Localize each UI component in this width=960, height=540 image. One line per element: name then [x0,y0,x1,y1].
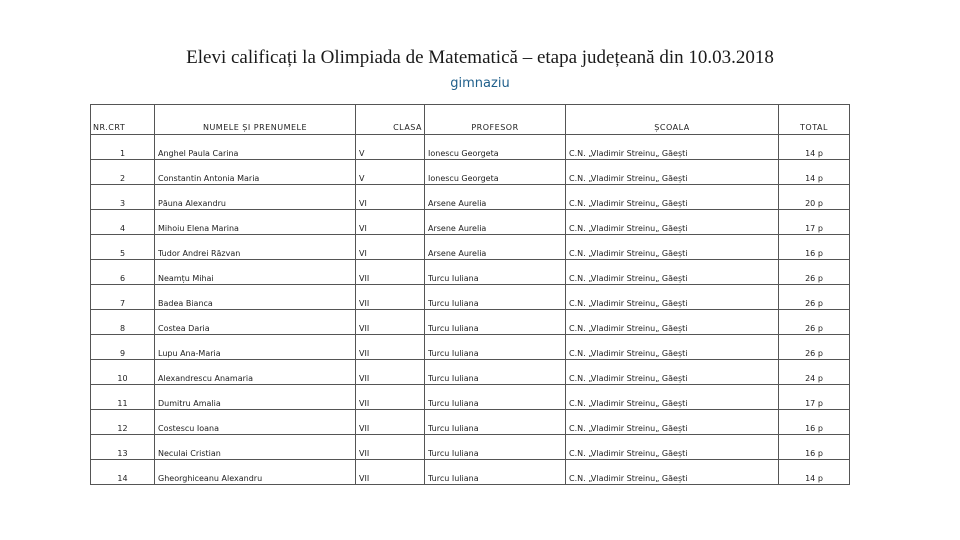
cell-total: 24 p [779,360,850,385]
cell-school: C.N. „Vladimir Streinu„ Găești [566,435,779,460]
cell-nr: 7 [91,285,155,310]
cell-class: VII [356,285,425,310]
cell-class: VI [356,185,425,210]
cell-class: VII [356,460,425,485]
cell-teacher: Turcu Iuliana [425,460,566,485]
cell-total: 26 p [779,335,850,360]
cell-total: 17 p [779,385,850,410]
header-school: ȘCOALA [566,105,779,135]
cell-school: C.N. „Vladimir Streinu„ Găești [566,210,779,235]
cell-school: C.N. „Vladimir Streinu„ Găești [566,160,779,185]
cell-total: 16 p [779,435,850,460]
cell-name: Costea Daria [155,310,356,335]
cell-class: VII [356,310,425,335]
header-class: CLASA [356,105,425,135]
cell-nr: 9 [91,335,155,360]
cell-school: C.N. „Vladimir Streinu„ Găești [566,285,779,310]
cell-nr: 2 [91,160,155,185]
table-row [91,135,850,160]
cell-nr: 11 [91,385,155,410]
cell-name: Costescu Ioana [155,410,356,435]
cell-name: Mihoiu Elena Marina [155,210,356,235]
cell-total: 14 p [779,160,850,185]
cell-nr: 13 [91,435,155,460]
table-row [91,410,850,435]
cell-total: 17 p [779,210,850,235]
cell-class: VII [356,335,425,360]
cell-nr: 1 [91,135,155,160]
table-row [91,310,850,335]
cell-name: Badea Bianca [155,285,356,310]
cell-school: C.N. „Vladimir Streinu„ Găești [566,335,779,360]
cell-total: 14 p [779,460,850,485]
table-row [91,385,850,410]
cell-class: V [356,135,425,160]
cell-name: Anghel Paula Carina [155,135,356,160]
cell-total: 20 p [779,185,850,210]
cell-class: V [356,160,425,185]
cell-nr: 8 [91,310,155,335]
cell-school: C.N. „Vladimir Streinu„ Găești [566,360,779,385]
cell-teacher: Turcu Iuliana [425,335,566,360]
cell-name: Alexandrescu Anamaria [155,360,356,385]
header-total: TOTAL [779,105,850,135]
table-row [91,260,850,285]
cell-teacher: Turcu Iuliana [425,410,566,435]
cell-school: C.N. „Vladimir Streinu„ Găești [566,410,779,435]
cell-teacher: Arsene Aurelia [425,185,566,210]
cell-nr: 12 [91,410,155,435]
cell-teacher: Turcu Iuliana [425,435,566,460]
table-row [91,435,850,460]
cell-school: C.N. „Vladimir Streinu„ Găești [566,185,779,210]
cell-school: C.N. „Vladimir Streinu„ Găești [566,235,779,260]
table-row [91,185,850,210]
cell-name: Gheorghiceanu Alexandru [155,460,356,485]
table-row [91,360,850,385]
cell-name: Constantin Antonia Maria [155,160,356,185]
table-row [91,335,850,360]
table-header-row [91,105,850,135]
cell-nr: 14 [91,460,155,485]
cell-total: 26 p [779,285,850,310]
table-row [91,160,850,185]
cell-teacher: Arsene Aurelia [425,235,566,260]
cell-school: C.N. „Vladimir Streinu„ Găești [566,460,779,485]
header-name: NUMELE ȘI PRENUMELE [155,105,356,135]
table-row [91,460,850,485]
cell-class: VII [356,360,425,385]
cell-teacher: Ionescu Georgeta [425,160,566,185]
cell-total: 26 p [779,310,850,335]
cell-nr: 6 [91,260,155,285]
cell-class: VI [356,210,425,235]
cell-teacher: Turcu Iuliana [425,385,566,410]
cell-school: C.N. „Vladimir Streinu„ Găești [566,135,779,160]
table-row [91,285,850,310]
cell-teacher: Turcu Iuliana [425,310,566,335]
table-row [91,235,850,260]
header-teacher: PROFESOR [425,105,566,135]
cell-total: 14 p [779,135,850,160]
cell-total: 16 p [779,410,850,435]
cell-class: VII [356,410,425,435]
cell-teacher: Turcu Iuliana [425,260,566,285]
cell-name: Neculai Cristian [155,435,356,460]
cell-nr: 10 [91,360,155,385]
page-subtitle: gimnaziu [450,76,510,91]
cell-name: Păuna Alexandru [155,185,356,210]
results-table [90,104,850,485]
cell-name: Lupu Ana-Maria [155,335,356,360]
cell-class: VII [356,260,425,285]
cell-teacher: Turcu Iuliana [425,285,566,310]
table-row [91,210,850,235]
cell-total: 16 p [779,235,850,260]
cell-name: Tudor Andrei Răzvan [155,235,356,260]
header-nr: NR.CRT [91,105,155,135]
cell-class: VII [356,435,425,460]
cell-nr: 4 [91,210,155,235]
cell-school: C.N. „Vladimir Streinu„ Găești [566,385,779,410]
cell-school: C.N. „Vladimir Streinu„ Găești [566,260,779,285]
cell-teacher: Turcu Iuliana [425,360,566,385]
cell-name: Neamțu Mihai [155,260,356,285]
cell-total: 26 p [779,260,850,285]
cell-teacher: Arsene Aurelia [425,210,566,235]
cell-nr: 5 [91,235,155,260]
cell-teacher: Ionescu Georgeta [425,135,566,160]
page-title: Elevi calificați la Olimpiada de Matematică – etapa județeană din 10.03.2018 [186,47,774,68]
cell-name: Dumitru Amalia [155,385,356,410]
cell-class: VI [356,235,425,260]
cell-class: VII [356,385,425,410]
cell-school: C.N. „Vladimir Streinu„ Găești [566,310,779,335]
cell-nr: 3 [91,185,155,210]
